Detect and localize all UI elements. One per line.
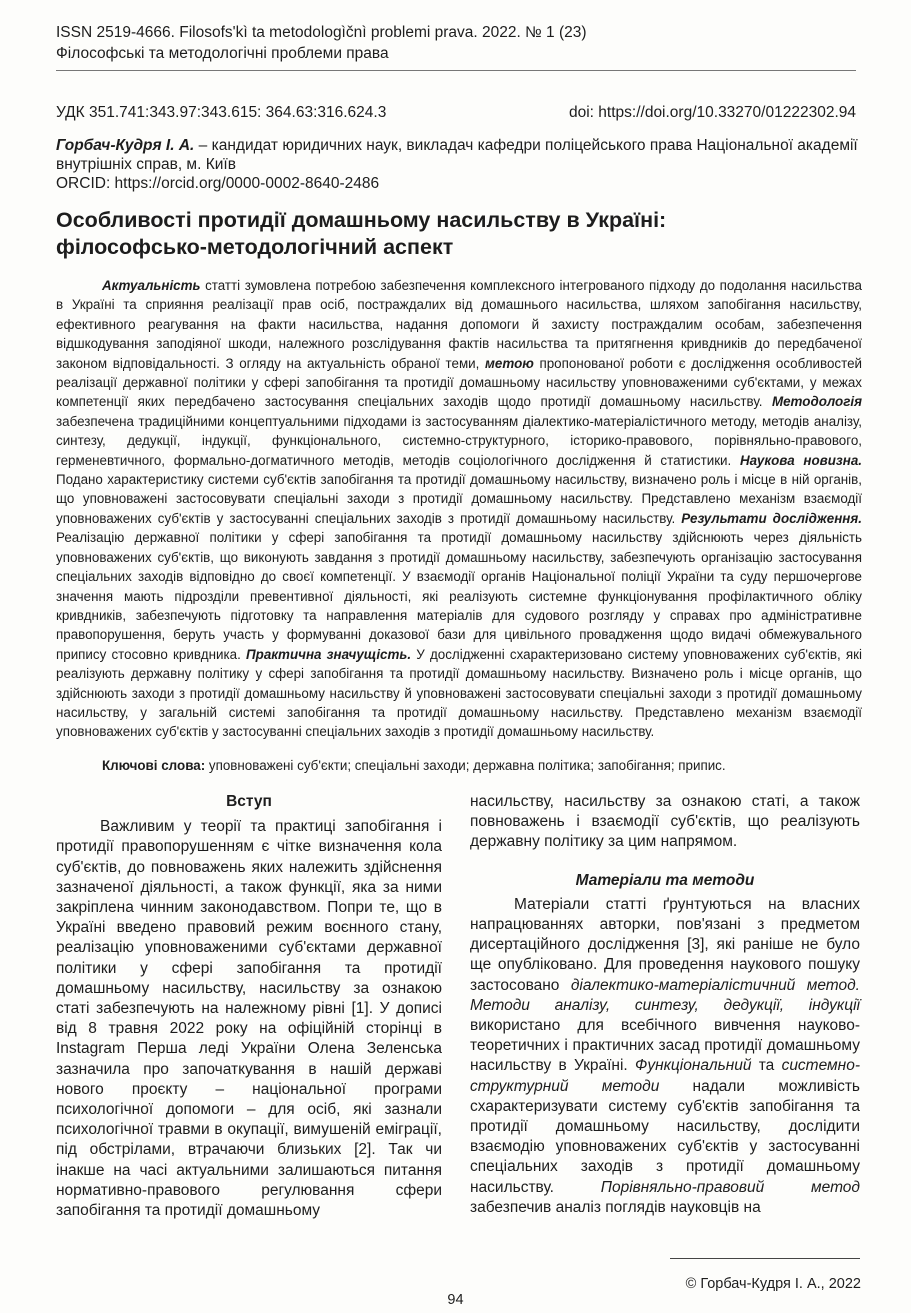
header-divider bbox=[56, 70, 856, 71]
methods-text-1: Матеріали статті ґрунтуються на власних напрацюваннях авторки, пов'язані з предметом дисертаційного дослідження [3], які раніше не було ще опубліковано. Для проведення наукового пошуку застосовано bbox=[470, 895, 860, 994]
page-number: 94 bbox=[447, 1292, 464, 1308]
abstract bbox=[56, 276, 862, 742]
intro-column bbox=[56, 792, 442, 1221]
actuality-label: Актуальність bbox=[102, 278, 201, 293]
journal-header bbox=[56, 22, 876, 64]
author-orcid[interactable]: ORCID: https://orcid.org/0000-0002-8640-2486 bbox=[56, 175, 380, 192]
results-label: Результати дослідження. bbox=[681, 510, 862, 526]
methods-and: та bbox=[751, 1057, 782, 1075]
methods-text-3: надали можливість схарактеризувати систему суб'єктів запобігання та протидії домашньому насильству, дослідити взаємодію уповноважених суб'єктів у застосуванні спеціальних заходів з протидії домашньому насильству. bbox=[470, 1077, 860, 1196]
udc-code: УДК 351.741:343.97:343.615: 364.63:316.624.3 bbox=[56, 104, 387, 121]
title-line-1: Особливості протидії домашньому насильству в Україні: bbox=[56, 208, 667, 232]
intro-paragraph: Важливим у теорії та практиці запобігання і протидії правопорушенням є чітке визначення кола суб'єктів, до повноважень яких належить здійснення зазначеної діяльності, а також функції, яка за ними закріплена чинним законодавством. Попри те, що в Україні введено правовий режим воєнного стану, реалізацію уповноваженими суб'єктами державної політики у сфері запобігання та протидії домашньому насильству, насильству за ознакою статі забезпечують на належному рівні [1]. У дописі від 8 травня 2022 року на офіційній сторінці в Instagram Перша леді України Олена Зеленська зазначила про започаткування в нашій державі нового проєкту – національної програми психологічної допомоги – для осіб, які зазнали психологічної травми в окупації, вимушеній еміграції, під обстрілами, втрачаючи близьких [2]. Так чи інакше на часі актуальними залишаються питання нормативно-правового регулювання сфери запобігання та протидії домашньому bbox=[56, 818, 442, 1220]
author-details: – кандидат юридичних наук, викладач кафедри поліцейського права Національної академії внутрішніх справ, м. Київ bbox=[56, 137, 858, 173]
doi-link[interactable]: doi: https://doi.org/10.33270/01222302.94 bbox=[569, 104, 856, 121]
methodology-label: Методологія bbox=[771, 394, 862, 410]
novelty-label: Наукова новизна. bbox=[739, 452, 862, 468]
comparative-method: Порівняльно-правовий метод bbox=[600, 1178, 860, 1196]
practical-label: Практична значущість. bbox=[246, 646, 412, 662]
journal-name-line: Філософські та методологічні проблеми права bbox=[56, 45, 389, 62]
keywords bbox=[102, 758, 862, 773]
title-line-2: філософсько-методологічний аспект bbox=[56, 235, 454, 259]
systemic-method: системно-структурний методи bbox=[470, 1057, 860, 1095]
methodology-text: забезпечена традиційними концептуальними підходами із застосуванням діалектико-матеріалістичного методу, методів аналізу, синтезу, дедукції, індукції, функціонального, системно-структурного, історико-правового, порівняльно-правового, герменевтичного, формально-догматичного методів, методів соціологічного дослідження й статистики. bbox=[56, 413, 862, 468]
dialectical-method: діалектико-матеріалістичний метод. Методи аналізу, синтезу, дедукції, індукції bbox=[470, 976, 860, 1014]
abstract-paragraph bbox=[56, 276, 862, 742]
goal-label: метою bbox=[485, 355, 534, 371]
methods-heading: Матеріали та методи bbox=[575, 871, 755, 889]
actuality-text: статті зумовлена потребою забезпечення комплексного інтегрованого підходу до подолання насильства в Україні та сприяння реалізації прав осіб, постраждалих від домашнього насильства, шляхом запобігання насильству, ефективного реагування на факти насильства, надання допомоги й захисту постраждалим особам, забезпечення відшкодування заподіяної шкоди, належного розслідування фактів насильства та притягнення кривдників до передбаченої законом відповідальності. З огляду на актуальність обраної теми, bbox=[56, 278, 862, 371]
results-text: Реалізацію державної політики у сфері запобігання та протидії домашньому насильству здійснюють через діяльність уповноважених суб'єктів, що виконують завдання з протидії домашньому насильству, забезпечують організацію застосування спеціальних заходів відповідно до своєї компетенції. У взаємодії органів Національної поліції України та суду першочергове значення мають підрозділи превентивної діяльності, які реалізують системне функціонування профілактичного обліку кривдників, забезпечують підготовку та направлення матеріалів для судового розгляду у справах про адміністративне правопорушення, беруть участь у формуванні доказової бази для цивільного провадження щодо видачі обмежувального припису стосовно кривдника. bbox=[56, 530, 862, 662]
journal-issn-line: ISSN 2519-4666. Filosofs'kì ta metodologìčnì problemi prava. 2022. № 1 (23) bbox=[56, 24, 587, 41]
copyright-notice: © Горбач-Кудря І. А., 2022 bbox=[685, 1276, 861, 1292]
methods-text-4: забезпечив аналіз поглядів науковців на bbox=[470, 1198, 761, 1216]
practical-text: У дослідженні схарактеризовано систему уповноважених суб'єктів, які реалізують державну політику у сфері запобігання та протидії домашньому насильству. Визначено роль і місце органів, що здійснюють заходи з протидії домашньому насильству й уповноважені застосовувати спеціальні заходи з протидії домашньому насильству, у загальній системі запобігання та протидії домашньому насильству. Представлено механізм взаємодії уповноважених суб'єктів у застосуванні спеціальних заходів з протидії домашньому насильству. bbox=[56, 646, 862, 740]
author-name: Горбач-Кудря І. А. bbox=[56, 137, 195, 154]
keywords-label: Ключові слова: bbox=[102, 758, 206, 773]
footer-divider bbox=[670, 1258, 860, 1259]
right-column bbox=[470, 792, 860, 1218]
novelty-text: Подано характеристику системи суб'єктів запобігання та протидії домашньому насильству, визначено роль і місце в ній органів, що уповноважені застосовувати спеціальні заходи з протидії домашньому насильству. Представлено механізм взаємодії уповноважених суб'єктів у застосуванні спеціальних заходів з протидії домашньому насильству. bbox=[56, 472, 862, 526]
goal-text: пропонованої роботи є дослідження особливостей реалізації державної політики у сфері запобігання та протидії домашньому насильству уповноваженими суб'єктами, у межах компетенції яких передбачено застосування спеціальних заходів щодо протидії домашньому насильству. bbox=[56, 355, 863, 410]
functional-method: Функціональний bbox=[635, 1057, 752, 1075]
article-title bbox=[56, 207, 856, 261]
intro-heading: Вступ bbox=[226, 793, 272, 810]
keywords-text: уповноважені суб'єкти; спеціальні заходи; державна політика; запобігання; припис. bbox=[205, 758, 726, 773]
author-info bbox=[56, 136, 864, 193]
methods-paragraph bbox=[470, 895, 860, 1218]
intro-continuation: насильству, насильству за ознакою статі, а також повноважень і взаємодії суб'єктів, що реалізують державну політику за цим напрямом. bbox=[470, 793, 860, 851]
methods-text-2: використано для всебічного вивчення науково-теоретичних і практичних засад протидії домашньому насильству в Україні. bbox=[470, 1017, 860, 1075]
